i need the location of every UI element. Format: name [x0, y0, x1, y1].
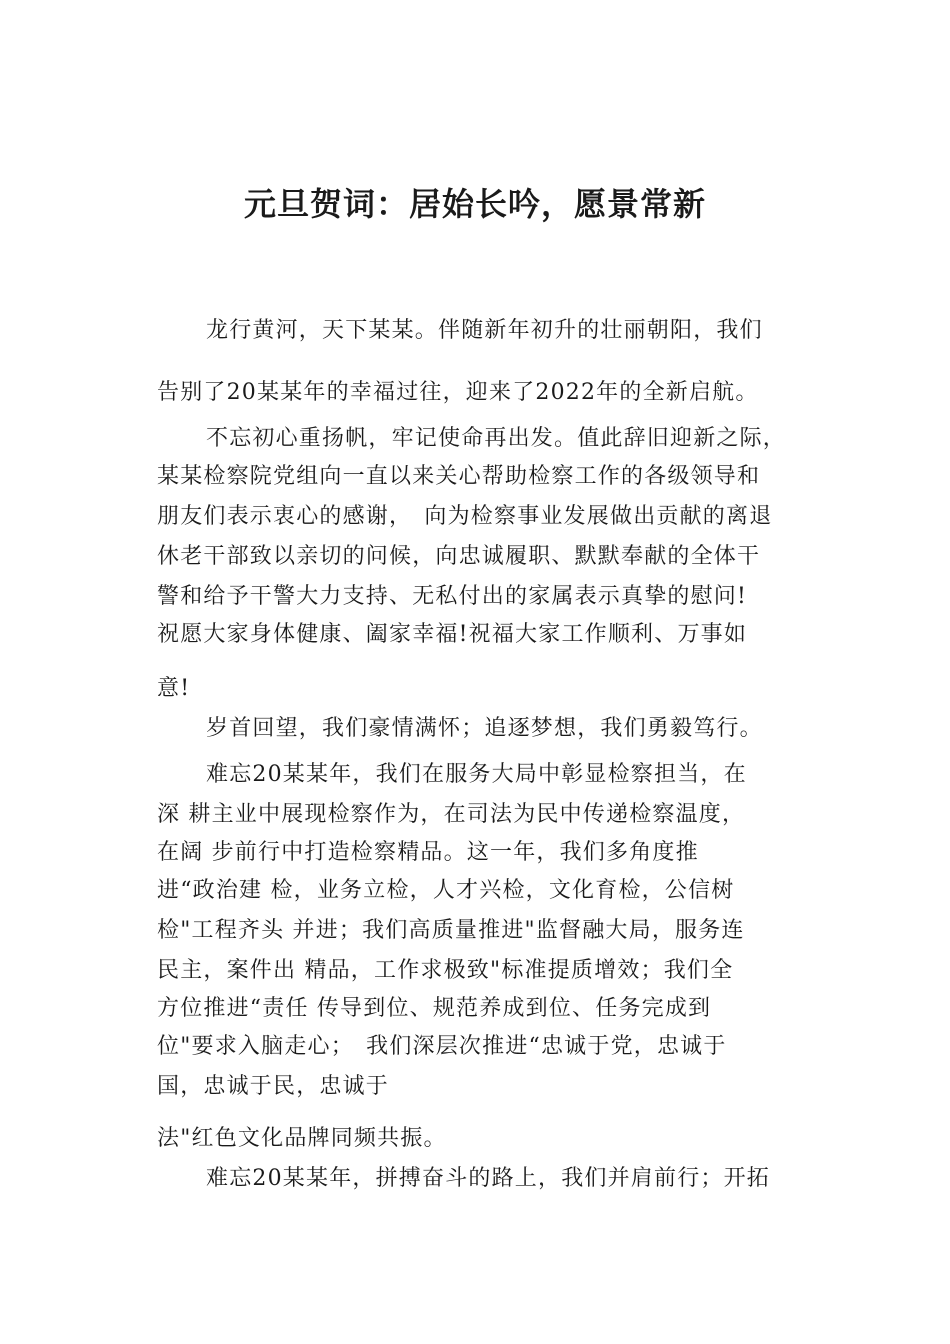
text-line: 龙行黄河，天下某某。伴随新年初升的壮丽朝阳，我们: [206, 318, 763, 343]
text-line: 位"要求入脑走心； 我们深层次推进“忠诚于党，忠诚于: [157, 1034, 727, 1059]
text-line: 难忘20某某年，我们在服务大局中彰显检察担当，在: [206, 762, 747, 787]
document-title: 元旦贺词：居始长吟，愿景常新: [243, 185, 706, 223]
text-line: 警和给予干警大力支持、无私付出的家属表示真挚的慰问!: [157, 584, 748, 609]
text-line: 在阔 步前行中打造检察精品。这一年，我们多角度推: [157, 840, 699, 865]
text-line: 祝愿大家身体健康、阖家幸福!祝福大家工作顺利、万事如: [157, 622, 748, 647]
text-line: 不忘初心重扬帆，牢记使命再出发。值此辞旧迎新之际，: [206, 426, 787, 451]
text-line: 难忘20某某年，拼搏奋斗的路上，我们并肩前行；开拓: [206, 1166, 770, 1191]
text-line: 民主，案件出 精品，工作求极致"标准提质增效；我们全: [157, 958, 734, 983]
text-line: 方位推进“责任 传导到位、规范养成到位、任务完成到: [157, 996, 712, 1021]
text-line: 休老干部致以亲切的问候，向忠诚履职、默默奉献的全体干: [157, 544, 761, 569]
text-line: 意!: [157, 676, 191, 701]
text-line: 国，忠诚于民，忠诚于: [157, 1074, 390, 1099]
text-line: 告别了20某某年的幸福过往，迎来了2022年的全新启航。: [157, 380, 759, 405]
text-line: 深 耕主业中展现检察作为，在司法为民中传递检察温度，: [157, 802, 746, 827]
text-line: 检"工程齐头 并进；我们高质量推进"监督融大局，服务连: [157, 918, 745, 943]
text-line: 岁首回望，我们豪情满怀；追逐梦想，我们勇毅笃行。: [206, 716, 763, 741]
text-line: 某某检察院党组向一直以来关心帮助检察工作的各级领导和: [157, 464, 761, 489]
text-line: 朋友们表示衷心的感谢， 向为检察事业发展做出贡献的离退: [157, 504, 773, 529]
text-line: 进“政治建 检，业务立检，人才兴检，文化育检，公信树: [157, 878, 735, 903]
text-line: 法"红色文化品牌同频共振。: [157, 1126, 447, 1151]
